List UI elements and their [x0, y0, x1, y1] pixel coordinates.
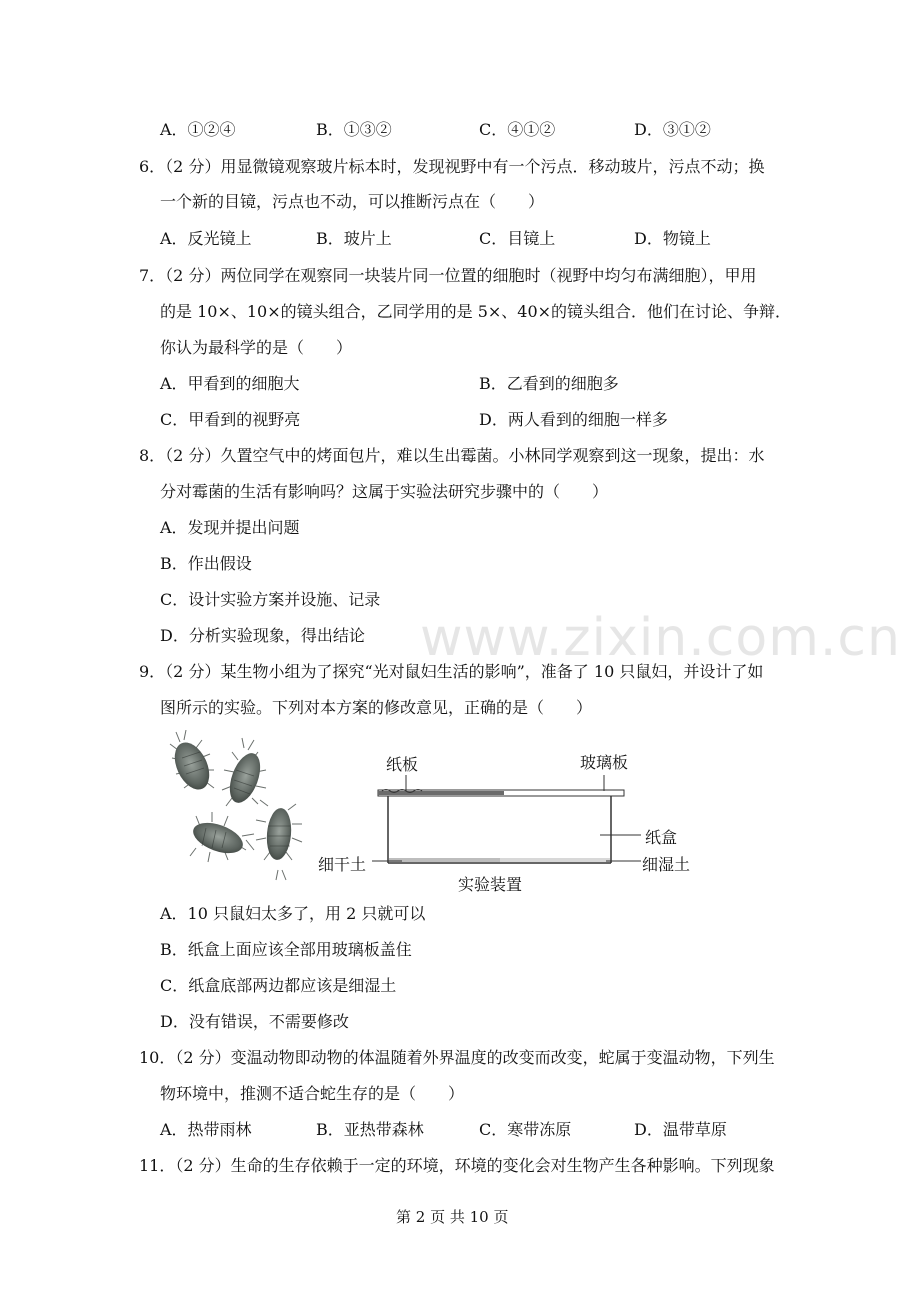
q7-line-3: 你认为最科学的是（ ）	[160, 338, 353, 357]
q7-line-1: 7．（2 分）两位同学在观察同一块装片同一位置的细胞时（视野中均匀布满细胞），甲用	[139, 266, 757, 285]
q11-line-1: 11．（2 分）生命的生存依赖于一定的环境，环境的变化会对生物产生各种影响。下列现象	[139, 1156, 775, 1175]
q8-option-d: D．分析实验现象，得出结论	[160, 626, 365, 645]
label-dry-soil: 细干土	[318, 855, 367, 874]
q7-option-c: C．甲看到的视野亮	[160, 410, 301, 429]
q6-line-2: 一个新的目镜，污点也不动，可以推断污点在（ ）	[160, 192, 545, 211]
q9-line-2: 图所示的实验。下列对本方案的修改意见，正确的是（ ）	[160, 698, 593, 717]
q5-option-d: D．③①②	[634, 120, 711, 139]
label-wet-soil: 细湿土	[642, 855, 691, 874]
q8-option-c: C．设计实验方案并设施、记录	[160, 590, 381, 609]
q7-option-d: D．两人看到的细胞一样多	[479, 410, 668, 429]
watermark: www.zixin.com.cn	[420, 608, 901, 668]
label-glass-plate: 玻璃板	[580, 753, 629, 772]
q9-option-b: B．纸盒上面应该全部用玻璃板盖住	[160, 940, 412, 959]
wet-soil-layer	[500, 858, 610, 862]
q8-line-1: 8．（2 分）久置空气中的烤面包片，难以生出霉菌。小林同学观察到这一现象，提出：水	[139, 446, 765, 465]
q10-line-2: 物环境中，推测不适合蛇生存的是（ ）	[160, 1084, 465, 1103]
q9-option-c: C．纸盒底部两边都应该是细湿土	[160, 976, 397, 995]
dry-soil-layer	[389, 858, 500, 862]
diagram-caption: 实验装置	[458, 875, 523, 894]
q6-option-b: B．玻片上	[316, 229, 392, 248]
q10-line-1: 10．（2 分）变温动物即动物的体温随着外界温度的改变而改变，蛇属于变温动物，下列生	[139, 1048, 775, 1067]
page-footer: 第 2 页 共 10 页	[396, 1208, 509, 1226]
q7-option-a: A．甲看到的细胞大	[160, 374, 300, 393]
q6-option-c: C．目镜上	[479, 229, 556, 248]
q10-option-d: D．温带草原	[634, 1120, 727, 1139]
q8-option-b: B．作出假设	[160, 554, 252, 573]
q6-option-a: A．反光镜上	[160, 229, 252, 248]
q9-line-1: 9．（2 分）某生物小组为了探究“光对鼠妇生活的影响”，准备了 10 只鼠妇，并设计了如	[139, 662, 764, 681]
q6-line-1: 6．（2 分）用显微镜观察玻片标本时，发现视野中有一个污点．移动玻片，污点不动；换	[139, 157, 765, 176]
q8-option-a: A．发现并提出问题	[160, 518, 300, 537]
q9-option-d: D．没有错误，不需要修改	[160, 1012, 349, 1031]
q10-option-c: C．寒带冻原	[479, 1120, 572, 1139]
q9-option-a: A．10 只鼠妇太多了，用 2 只就可以	[160, 904, 426, 923]
q5-option-c: C．④①②	[479, 120, 556, 139]
q6-option-d: D．物镜上	[634, 229, 711, 248]
q10-option-b: B．亚热带森林	[316, 1120, 424, 1139]
woodlouse-illustration	[160, 730, 308, 884]
q7-option-b: B．乙看到的细胞多	[479, 374, 619, 393]
q5-option-a: A．①②④	[160, 120, 236, 139]
q10-option-a: A．热带雨林	[160, 1120, 252, 1139]
label-paper-box: 纸盒	[645, 828, 678, 847]
q5-option-b: B．①③②	[316, 120, 392, 139]
q8-line-2: 分对霉菌的生活有影响吗？这属于实验法研究步骤中的（ ）	[160, 482, 609, 501]
q7-line-2: 的是 10×、10×的镜头组合，乙同学用的是 5×、40×的镜头组合．他们在讨论、争辩．	[160, 302, 792, 321]
label-paperboard: 纸板	[386, 755, 419, 774]
